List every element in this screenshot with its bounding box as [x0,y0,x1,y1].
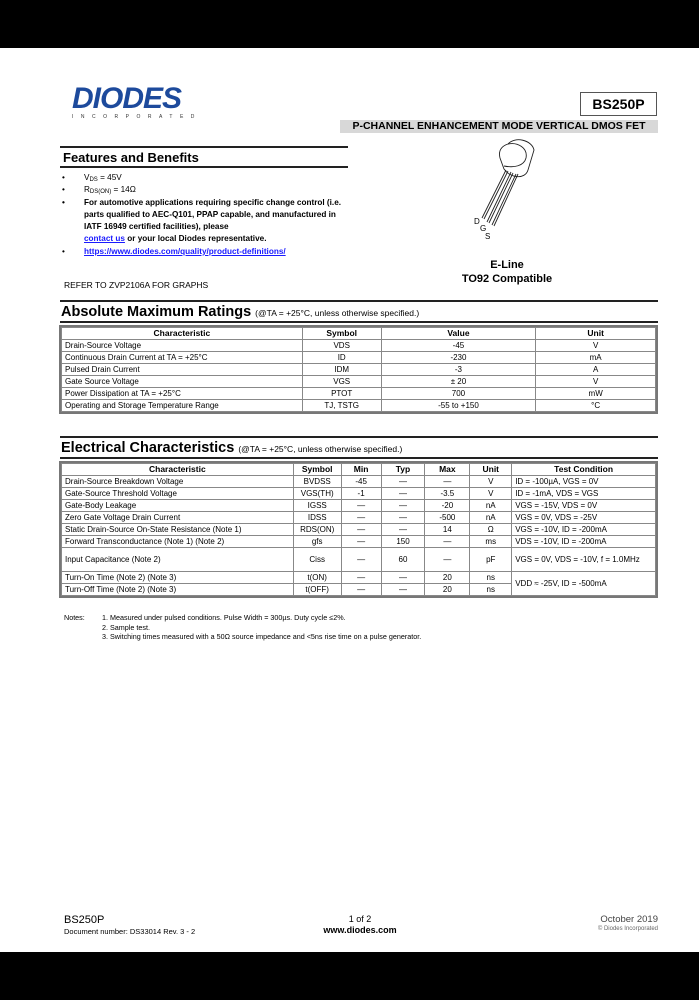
notes-label: Notes: [64,613,85,622]
table-row: Gate-Body Leakage IGSS — — -20 nA VGS = -15V, VDS = 0V [62,500,656,512]
table-row: Static Drain-Source On-State Resistance (Note 1) RDS(ON) — — 14 Ω VGS = -10V, ID = -200mA [62,524,656,536]
table-row: Input Capacitance (Note 2) Ciss — 60 — pF VGS = 0V, VDS = -10V, f = 1.0MHz [62,548,656,572]
table-row: Turn-Off Time (Note 2) (Note 3) t(OFF) — — 20 ns [62,584,656,596]
quality-definitions-link[interactable]: https://www.diodes.com/quality/product-definitions/ [84,246,286,256]
divider [60,321,658,323]
datasheet-page [0,48,699,952]
elec-title: Electrical Characteristics (@TA = +25°C, unless otherwise specified.) [61,440,403,456]
pin-g-label: G [480,224,487,233]
diodes-logo [72,82,202,120]
logo-wordmark: DIODES [72,82,182,115]
footer-copyright: © Diodes Incorporated [597,926,658,932]
pin-d-label: D [474,217,480,226]
table-row: Pulsed Drain Current IDM -3 A [62,364,656,376]
abs-max-condition: (@TA = +25°C, unless otherwise specified.) [255,308,420,318]
feature-quality-link [62,246,352,258]
table-row: Operating and Storage Temperature Range TJ, TSTG -55 to +150 °C [62,400,656,412]
elec-table [61,463,656,596]
table-row: Zero Gate Voltage Drain Current IDSS — — -500 nA VGS = 0V, VDS = -25V [62,512,656,524]
logo-subtext: INCORPORATED [72,114,202,120]
feature-rdson: • $R_{DS(ON)} = 14\Omega$ [62,184,352,196]
notes [64,613,421,642]
features-list [62,172,352,258]
table-row: Power Dissipation at TA = +25°C PTOT 700 mW [62,388,656,400]
abs-max-table [61,327,656,412]
table-header-row: Characteristic Symbol Min Typ Max Unit Test Condition [62,464,656,476]
device-subtitle: P-CHANNEL ENHANCEMENT MODE VERTICAL DMOS FET [340,120,658,133]
feature-automotive: • For automotive applications requiring specific change control (i.e. parts qualified to AEC-Q101, PPAP capable, and manufactured in IATF 16949 certified facilities), please contact us or your local Diodes representative. [62,197,352,246]
feature-vds: • $V_{DS} = 45V$ [62,172,352,184]
table-row: Continuous Drain Current at TA = +25°C ID -230 mA [62,352,656,364]
abs-max-title: Absolute Maximum Ratings (@TA = +25°C, unless otherwise specified.) [61,304,420,320]
features-title: Features and Benefits [63,150,199,165]
note-1: 1. Measured under pulsed conditions. Pulse Width = 300µs. Duty cycle ≤2%. [102,613,346,622]
table-row: Forward Transconductance (Note 1) (Note 2) gfs — 150 — ms VDS = -10V, ID = -200mA [62,536,656,548]
table-row: Gate Source Voltage VGS ± 20 V [62,376,656,388]
footer-doc-number: Document number: DS33014 Rev. 3 - 2 [64,927,196,936]
divider [60,146,348,148]
divider [60,457,658,459]
table-row: Drain-Source Breakdown Voltage BVDSS -45 — — V ID = -100µA, VGS = 0V [62,476,656,488]
table-header-row: Characteristic Symbol Value Unit [62,328,656,340]
divider [60,166,348,168]
footer-date: October 2019 [600,914,658,925]
package-caption [452,258,562,286]
refer-graphs-note: REFER TO ZVP2106A FOR GRAPHS [64,280,209,290]
note-2: 2. Sample test. [102,622,150,632]
table-row: Gate-Source Threshold Voltage VGS(TH) -1 — -3.5 V ID = -1mA, VDS = VGS [62,488,656,500]
table-row: Turn-On Time (Note 2) (Note 3) t(ON) — — 20 ns VDD ≈ -25V, ID = -500mA [62,572,656,584]
pin-s-label: S [485,232,491,241]
package-compat: TO92 Compatible [461,273,553,285]
to92-package-icon [470,136,540,251]
page-indicator: 1 of 2 [348,914,372,924]
part-number-box: BS250P [580,92,657,116]
footer-center [300,914,420,936]
divider [60,300,658,302]
footer-website: www.diodes.com [323,925,397,935]
elec-condition: (@TA = +25°C, unless otherwise specified.) [238,444,403,454]
package-name: E-Line [490,259,524,271]
footer-part-number: BS250P [64,914,105,926]
table-row: Drain-Source Voltage VDS -45 V [62,340,656,352]
divider [60,436,658,438]
contact-us-link[interactable]: contact us [84,234,125,244]
note-3: 3. Switching times measured with a 50Ω source impedance and <5ns rise time on a pulse generator. [102,632,422,641]
